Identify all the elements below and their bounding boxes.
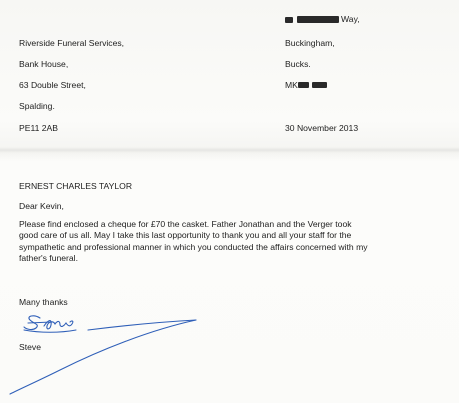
signature-name: Steve [19, 342, 41, 352]
sender-town: Buckingham, [285, 38, 335, 48]
sender-street-suffix: Way, [341, 14, 360, 24]
closing: Many thanks [19, 297, 68, 307]
letter-date: 30 November 2013 [285, 123, 359, 133]
recipient-postcode: PE11 2AB [19, 123, 59, 133]
sender-postcode-prefix: MK [285, 80, 298, 90]
recipient-building: Bank House, [19, 59, 69, 69]
salutation: Dear Kevin, [19, 201, 64, 211]
body-line: sympathetic and professional manner in which you conducted the affairs concerned with my [19, 241, 368, 252]
recipient-name: Riverside Funeral Services, [19, 38, 125, 48]
recipient-town: Spalding. [19, 101, 55, 111]
body-line: father's funeral. [19, 252, 78, 263]
recipient-street: 63 Double Street, [19, 80, 86, 90]
body-line: Please find enclosed a cheque for £70 the casket. Father Jonathan and the Verger took [19, 219, 352, 229]
body-line: good care of us all. May I take this last opportunity to thank you and all your staff for the [19, 230, 352, 241]
letter-subject: ERNEST CHARLES TAYLOR [19, 181, 133, 191]
sender-county: Bucks. [285, 59, 311, 69]
